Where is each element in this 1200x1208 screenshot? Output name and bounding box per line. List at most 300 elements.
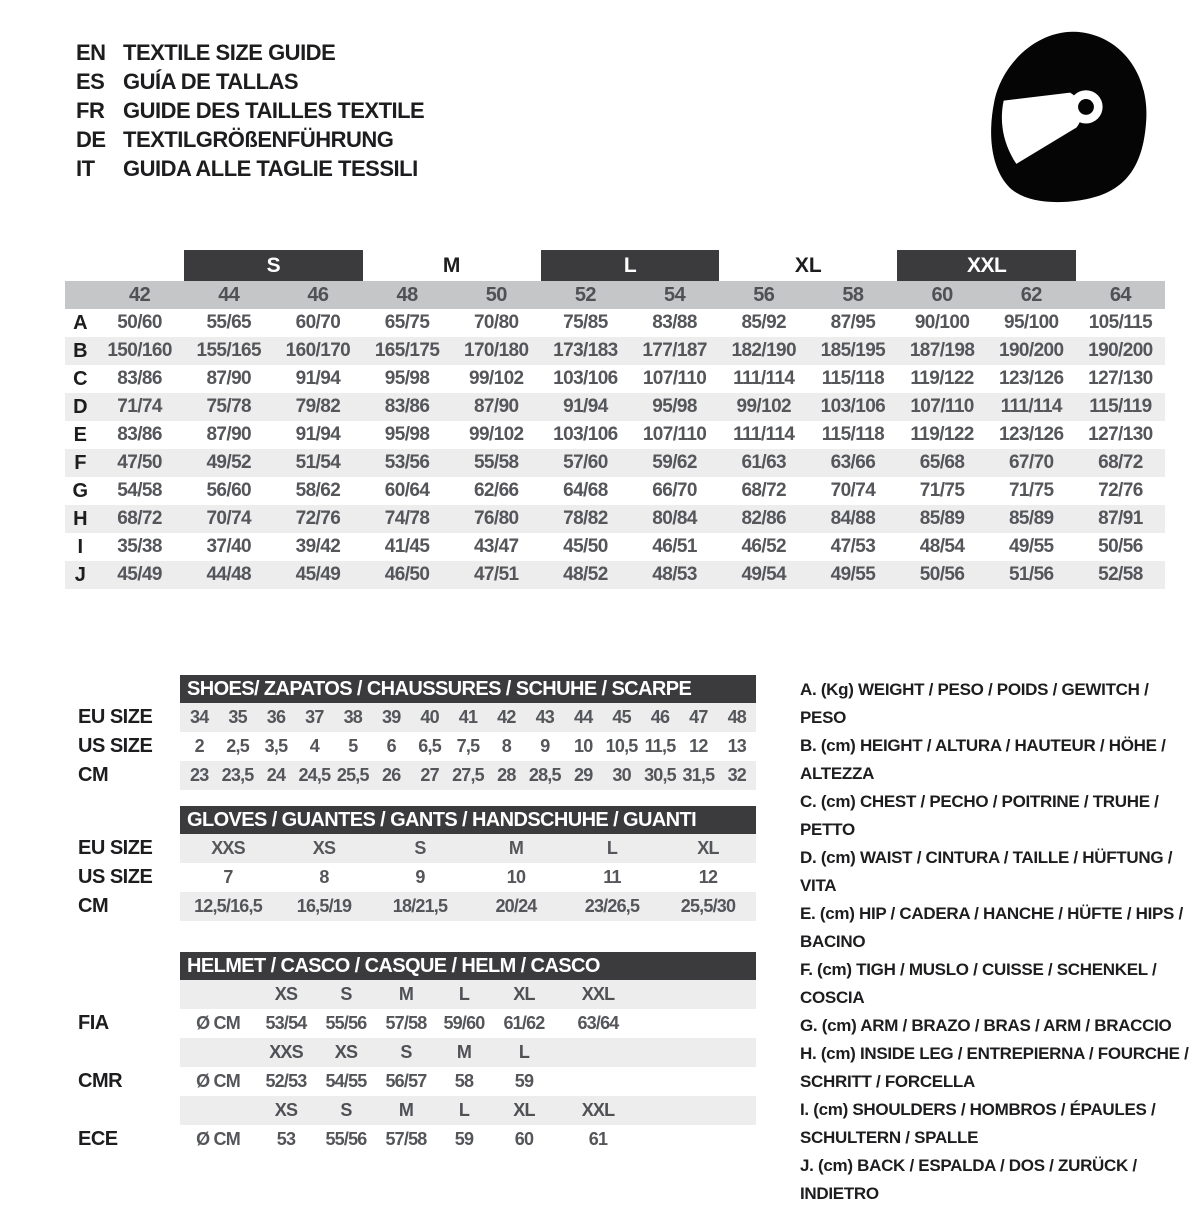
legend-item: E. (cm) HIP / CADERA / HANCHE / HÜFTE / HIPS / BACINO [800,904,1183,951]
value-cell [556,1038,640,1067]
value-cell: 48/52 [563,564,608,585]
value-cell: 165/175 [374,340,440,361]
value-cell: 62/66 [473,480,519,501]
value-cell: 50/56 [919,564,965,585]
value-cell: 87/90 [206,368,252,389]
value-cell: 36 [266,707,286,727]
value-cell: 24 [266,765,286,785]
value-cell: 79/82 [295,396,341,417]
language-title: TEXTILGRÖßENFÜHRUNG [123,127,394,152]
value-cell: 10 [573,736,593,756]
value-cell: 115/118 [821,368,885,389]
value-cell: 150/160 [107,340,172,361]
row-label: EU SIZE [78,837,153,859]
value-cell: 99/102 [468,424,524,445]
value-cell: XXS [211,838,245,858]
value-cell: 60 [514,1129,534,1149]
value-cell: L [458,1100,470,1120]
value-cell: 75/85 [563,312,608,333]
value-cell: 155/165 [196,340,261,361]
size-group-xl: XL [794,253,822,277]
helmet-icon [972,22,1162,214]
value-cell: S [340,1100,352,1120]
value-cell: 23 [189,765,209,785]
value-cell: 44 [573,707,593,727]
row-cells [180,1067,756,1096]
language-row [76,154,424,183]
language-row [76,96,424,125]
language-title: GUIDE DES TAILLES TEXTILE [123,98,425,123]
value-cell: 67/70 [1008,452,1054,473]
value-cell: 103/106 [553,368,618,389]
value-cell [556,1067,640,1096]
value-cell: 64/68 [563,480,608,501]
value-cell: 74/78 [384,508,430,529]
table-row [65,309,1165,337]
value-cell: 39/42 [295,536,341,557]
value-cell: 46/52 [741,536,787,557]
row-cells [180,980,756,1009]
row-label [65,1038,180,1067]
size-group-xxl: XXL [897,250,1075,281]
size-cell: 64 [1109,283,1131,306]
size-cell: 48 [396,283,418,306]
value-cell: 28,5 [528,765,561,785]
legend-item: D. (cm) WAIST / CINTURA / TAILLE / HÜFTUNG / VITA [800,848,1173,895]
legend-item: I. (cm) SHOULDERS / HOMBROS / ÉPAULES / SCHULTERN / SPALLE [800,1100,1156,1147]
value-cell [180,980,256,1009]
value-cell: S [340,984,352,1004]
value-cell: Ø CM [196,1013,240,1033]
row-cells [180,732,756,761]
value-cell: Ø CM [196,1071,240,1091]
row-cells [180,1038,756,1067]
value-cell: 78/82 [563,508,608,529]
value-cell: Ø CM [196,1129,240,1149]
value-cell: 6,5 [418,736,441,756]
value-cell: 72/76 [1098,480,1143,501]
value-cell: 43/47 [473,536,519,557]
value-cell: 185/195 [820,340,886,361]
size-cell: 58 [842,283,864,306]
value-cell: 44/48 [206,564,252,585]
helmet-icon-svg [972,22,1162,214]
value-cell: 127/130 [1088,368,1153,389]
value-cell: 190/200 [999,340,1064,361]
value-cell: 12 [689,736,708,756]
value-cell: 25,5 [336,765,369,785]
value-cell: 45/49 [117,564,162,585]
value-cell: XS [312,838,336,858]
value-cell: 70/74 [830,480,876,501]
value-cell: 16,5/19 [296,896,352,916]
value-cell: 31,5 [682,765,715,785]
table-row [65,421,1165,449]
value-cell: 49/55 [830,564,876,585]
row-letter: G [72,479,88,502]
legend-item: H. (cm) INSIDE LEG / ENTREPIERNA / FOURCHE / SCHRITT / FORCELLA [800,1044,1189,1091]
value-cell: 37/40 [206,536,252,557]
size-cell: 46 [307,283,329,306]
value-cell: 25,5/30 [680,896,736,916]
value-cell: 119/122 [910,424,974,445]
value-cell: 7,5 [456,736,480,756]
value-cell: XS [334,1042,358,1062]
value-cell: 63/66 [830,452,876,473]
measurement-rows [65,309,1165,589]
value-cell: 37 [305,707,324,727]
value-cell: 65/68 [919,452,965,473]
value-cell: 59 [454,1129,474,1149]
language-row [76,67,424,96]
size-cell: 42 [129,283,151,306]
value-cell: 82/86 [741,508,787,529]
value-cell: 5 [348,736,358,756]
language-code: ES [76,69,105,94]
value-cell: 70/74 [206,508,252,529]
value-cell: 91/94 [295,424,341,445]
value-cell [180,1038,256,1067]
value-cell: 95/98 [652,396,697,417]
size-cell: 44 [218,283,240,306]
legend-item: F. (cm) TIGH / MUSLO / CUISSE / SCHENKEL / COSCIA [800,960,1157,1007]
value-cell: L [518,1042,530,1062]
size-cell: 54 [664,283,686,306]
value-cell: 27 [420,765,439,785]
value-cell: 55/56 [325,1013,367,1033]
value-cell: 58/62 [295,480,341,501]
value-cell: 55/56 [325,1129,367,1149]
value-cell: 60/64 [384,480,430,501]
value-cell: 87/90 [206,424,252,445]
value-cell: 9 [415,867,425,887]
value-cell: 95/98 [384,424,430,445]
value-cell: 123/126 [999,424,1064,445]
value-cell: 48/53 [652,564,697,585]
value-cell: M [456,1042,472,1062]
value-cell: 13 [727,736,746,756]
value-cell: 12,5/16,5 [194,896,262,916]
row-letter: D [73,395,87,418]
value-cell: 59/62 [652,452,697,473]
value-cell: 177/187 [642,340,707,361]
row-letter: H [73,507,87,530]
value-cell: 54/55 [325,1071,367,1091]
value-cell: 57/58 [385,1129,427,1149]
value-cell: 55/65 [206,312,252,333]
value-cell: 56/57 [385,1071,427,1091]
gloves-title: GLOVES / GUANTES / GANTS / HANDSCHUHE / GUANTI [180,806,756,834]
value-cell: 173/183 [553,340,618,361]
value-cell: 75/78 [206,396,252,417]
value-cell: 111/114 [733,424,795,445]
value-cell: 29 [573,765,593,785]
table-row [65,477,1165,505]
value-cell: 111/114 [733,368,795,389]
value-cell: 59/60 [443,1013,485,1033]
value-cell: 47/51 [473,564,519,585]
row-label: US SIZE [78,735,153,757]
value-cell: 57/60 [563,452,608,473]
numeric-size-row [65,281,1165,309]
value-cell: 32 [727,765,746,785]
value-cell: 83/86 [384,396,430,417]
value-cell: 123/126 [999,368,1064,389]
row-cells [180,892,756,921]
value-cell: 34 [189,707,209,727]
value-cell: S [400,1042,412,1062]
row-cells [180,1009,756,1038]
value-cell: 70/80 [473,312,519,333]
value-cell: 68/72 [741,480,787,501]
helmet-title: HELMET / CASCO / CASQUE / HELM / CASCO [180,952,756,980]
value-cell: 87/91 [1098,508,1143,529]
row-letter: I [77,535,83,558]
value-cell: 50/56 [1098,536,1143,557]
size-group-s: S [184,250,362,281]
row-letter: E [73,423,87,446]
value-cell: 83/86 [117,368,162,389]
value-cell: L [458,984,470,1004]
row-label: ECE [78,1128,118,1150]
value-cell: 52/58 [1098,564,1143,585]
value-cell: 76/80 [473,508,519,529]
row-cells [180,703,756,732]
value-cell: 24,5 [298,765,331,785]
value-cell: XS [274,1100,298,1120]
language-list [76,38,424,183]
value-cell: 30,5 [644,765,676,785]
value-cell: 87/90 [473,396,519,417]
language-row [76,38,424,67]
value-cell: 84/88 [830,508,876,529]
measurement-legend [800,676,1198,1208]
table-row [65,393,1165,421]
row-label [65,1096,180,1125]
size-group-m: M [442,253,461,277]
row-cells [180,1125,756,1154]
value-cell: 190/200 [1088,340,1153,361]
value-cell: 2 [194,736,204,756]
value-cell: 91/94 [295,368,341,389]
row-label: FIA [78,1012,109,1034]
row-label: CM [78,895,109,917]
value-cell: 57/58 [385,1013,427,1033]
value-cell: 35 [228,707,247,727]
value-cell: 9 [540,736,550,756]
value-cell: 50/60 [117,312,162,333]
table-row [65,365,1165,393]
value-cell: 107/110 [642,424,707,445]
value-cell: 85/92 [741,312,787,333]
table-row [65,505,1165,533]
value-cell: 115/119 [1089,396,1152,417]
size-cell: 56 [753,283,775,306]
value-cell: 103/106 [553,424,618,445]
shoes-title: SHOES/ ZAPATOS / CHAUSSURES / SCHUHE / SCARPE [180,675,756,703]
table-row [65,533,1165,561]
value-cell: 170/180 [464,340,529,361]
language-code: DE [76,127,106,152]
value-cell: 20/24 [495,896,537,916]
value-cell: 4 [309,736,319,756]
value-cell: 35/38 [117,536,162,557]
value-cell: 10 [506,867,526,887]
row-letter: B [73,339,87,362]
row-cells [180,1096,756,1125]
row-letter: A [73,311,87,334]
value-cell: 53/54 [265,1013,307,1033]
value-cell: 95/98 [384,368,430,389]
value-cell: 2,5 [226,736,249,756]
value-cell: XL [513,984,535,1004]
language-code: EN [76,40,106,65]
size-cell: 60 [931,283,953,306]
value-cell: 41/45 [384,536,430,557]
row-cells [180,834,756,863]
value-cell: XXL [581,1100,615,1120]
language-title: GUÍA DE TALLAS [123,69,299,94]
value-cell: 8 [319,867,329,887]
value-cell: 30 [612,765,631,785]
legend-item: J. (cm) BACK / ESPALDA / DOS / ZURÜCK / INDIETRO [800,1156,1137,1203]
legend-item: G. (cm) ARM / BRAZO / BRAS / ARM / BRACCIO [800,1016,1172,1035]
value-cell: M [398,1100,414,1120]
value-cell: 23,5 [221,765,254,785]
value-cell: 90/100 [914,312,970,333]
value-cell [180,1096,256,1125]
value-cell: 47 [689,707,708,727]
value-cell: 7 [223,867,233,887]
value-cell: 26 [381,765,401,785]
row-label: US SIZE [78,866,153,888]
value-cell: XXS [269,1042,303,1062]
value-cell: 8 [501,736,511,756]
value-cell: 52/53 [265,1071,307,1091]
table-row [65,561,1165,589]
row-label: CMR [78,1070,123,1092]
value-cell: 63/64 [577,1013,619,1033]
value-cell: 85/89 [1008,508,1054,529]
value-cell: 45/50 [563,536,608,557]
value-cell: 10,5 [605,736,638,756]
value-cell: M [508,838,524,858]
value-cell: 68/72 [1098,452,1143,473]
row-cells [180,863,756,892]
value-cell: 11 [603,867,621,887]
value-cell: 18/21,5 [392,896,448,916]
value-cell: 91/94 [563,396,608,417]
value-cell: 51/54 [295,452,341,473]
value-cell: 103/106 [820,396,886,417]
language-code: FR [76,98,105,123]
value-cell: 68/72 [117,508,162,529]
value-cell: 53/56 [384,452,430,473]
value-cell: 54/58 [117,480,162,501]
value-cell: 51/56 [1008,564,1054,585]
table-row [65,449,1165,477]
value-cell: L [606,838,618,858]
value-cell: 111/114 [1000,396,1062,417]
value-cell: 71/74 [117,396,162,417]
value-cell: 71/75 [919,480,965,501]
row-label [65,980,180,1009]
value-cell: 46/51 [652,536,697,557]
textile-size-table [65,250,1165,589]
value-cell: 107/110 [910,396,974,417]
row-letter: J [74,563,86,586]
value-cell: 66/70 [652,480,697,501]
row-letter: C [73,367,87,390]
value-cell: 38 [343,707,362,727]
value-cell: 49/54 [741,564,787,585]
value-cell: 61/62 [503,1013,545,1033]
value-cell: 85/89 [919,508,965,529]
value-cell: 42 [497,707,516,727]
value-cell: 119/122 [910,368,974,389]
legend-item: B. (cm) HEIGHT / ALTURA / HAUTEUR / HÖHE / ALTEZZA [800,736,1166,783]
row-label: EU SIZE [78,706,153,728]
value-cell: 60/70 [295,312,341,333]
value-cell: 39 [381,707,401,727]
row-cells [180,761,756,790]
language-title: GUIDA ALLE TAGLIE TESSILI [123,156,418,181]
size-cell: 50 [485,283,507,306]
value-cell: 58 [454,1071,474,1091]
value-cell: 95/100 [1003,312,1059,333]
value-cell: 105/115 [1088,312,1153,333]
row-label: CM [78,764,109,786]
value-cell: 56/60 [206,480,252,501]
value-cell: 48 [727,707,746,727]
value-cell: 182/190 [731,340,796,361]
value-cell: 115/118 [821,424,885,445]
value-cell: 80/84 [652,508,697,529]
value-cell: XXL [581,984,615,1004]
value-cell: 46/50 [384,564,430,585]
value-cell: XS [274,984,298,1004]
legend-item: C. (cm) CHEST / PECHO / POITRINE / TRUHE / PETTO [800,792,1159,839]
legend-item: A. (Kg) WEIGHT / PESO / POIDS / GEWITCH / PESO [800,680,1149,727]
value-cell: 41 [458,707,478,727]
value-cell: 12 [698,867,718,887]
value-cell: 61 [588,1129,608,1149]
value-cell: 28 [497,765,516,785]
language-title: TEXTILE SIZE GUIDE [123,40,336,65]
size-group-header [65,250,1165,281]
value-cell: 72/76 [295,508,341,529]
value-cell: 59 [514,1071,534,1091]
value-cell: 107/110 [642,368,707,389]
value-cell: 49/52 [206,452,252,473]
value-cell: 83/86 [117,424,162,445]
value-cell: 53 [276,1129,296,1149]
value-cell: 99/102 [736,396,791,417]
value-cell: 61/63 [741,452,787,473]
value-cell: 47/50 [117,452,162,473]
table-row [65,337,1165,365]
language-row [76,125,424,154]
value-cell: XL [513,1100,535,1120]
value-cell: 83/88 [652,312,697,333]
value-cell: 6 [386,736,396,756]
size-cell-blank [65,281,95,309]
value-cell: 47/53 [830,536,876,557]
value-cell: 55/58 [473,452,519,473]
value-cell: 187/198 [909,340,975,361]
value-cell: 43 [535,707,554,727]
language-code: IT [76,156,95,181]
